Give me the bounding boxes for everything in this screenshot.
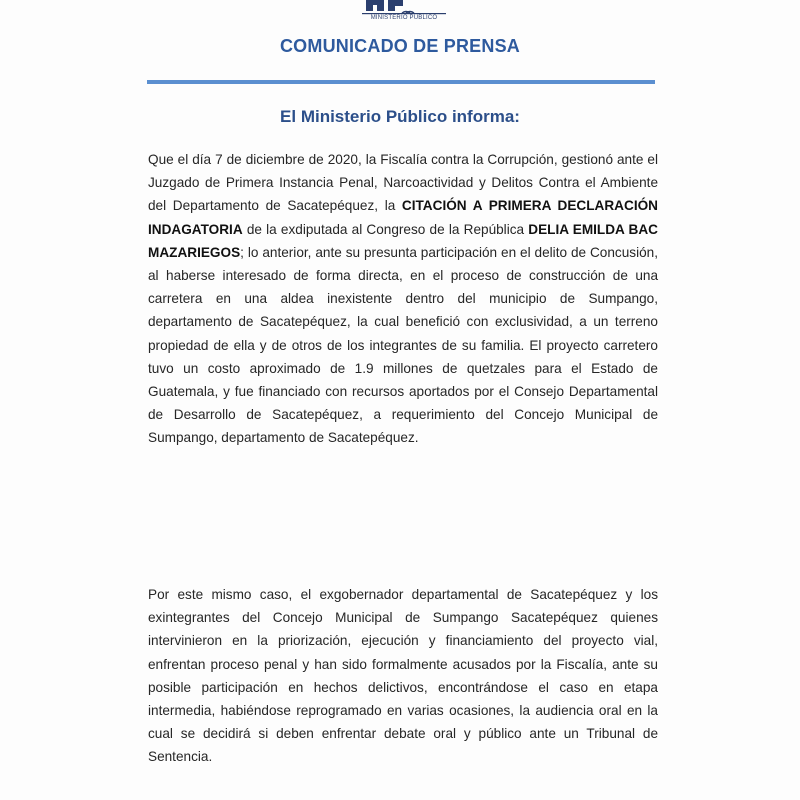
mp-logo-icon [362,0,446,16]
document-subtitle: El Ministerio Público informa: [280,107,520,126]
paragraph-1-text-b: de la exdiputada al Congreso de la República [242,221,529,237]
paragraph-2: Por este mismo caso, el exgobernador departamental de Sacatepéquez y los exintegrantes del Concejo Municipal de Sumpango Sacatepéquez quienes intervinieron en la priorización, ejecución y financiamiento del proyecto vial, enfrentan proceso penal y han sido formalmente acusados por la Fiscalía, ante su posible participación en hechos delictivos, encontrándose el caso en etapa intermedia, habiéndose reprogramado en varias ocasiones, la audiencia oral en la cual se decidirá si deben enfrentar debate oral y público ante un Tribunal de Sentencia. [148,587,658,765]
logo-caption: MINISTERIO PÚBLICO [370,15,438,21]
paragraph-1-text-a: Que el día 7 de diciembre de 2020, la Fiscalía contra la Corrupción, gestionó ante el Juzgado de Primera Instancia Penal, Narcoactividad y Delitos Contra el Ambiente del Departamento de Sacatepéquez, la [148,152,658,214]
paragraph-1-bold-citation: CITACIÓN A PRIMERA DECLARACIÓN INDAGATORIA [148,198,658,237]
paragraph-1-text-c: ; lo anterior, ante su presunta participación en el delito de Concusión, al haberse interesado de forma directa, en el proceso de construcción de una carretera en una aldea inexistente dentro del municipio de Sumpango, departamento de Sacatepéquez, la cual benefició con exclusividad, a un terreno propiedad de ella y de otros de los integrantes de su familia. El proyecto carretero tuvo un costo aproximado de 1.9 millones de quetzales para el Estado de Guatemala, y fue financiado con recursos aportados por el Consejo Departamental de Desarrollo de Sacatepéquez, a requerimiento del Concejo Municipal de Sumpango, departamento de Sacatepéquez. [148,244,658,446]
press-release-title: COMUNICADO DE PRENSA [279,36,520,56]
header-divider [147,80,655,84]
paragraph-1 [148,148,658,450]
paragraph-1-bold-name: DELIA EMILDA BAC MAZARIEGOS [148,221,658,260]
ministerio-publico-logo [362,0,446,28]
